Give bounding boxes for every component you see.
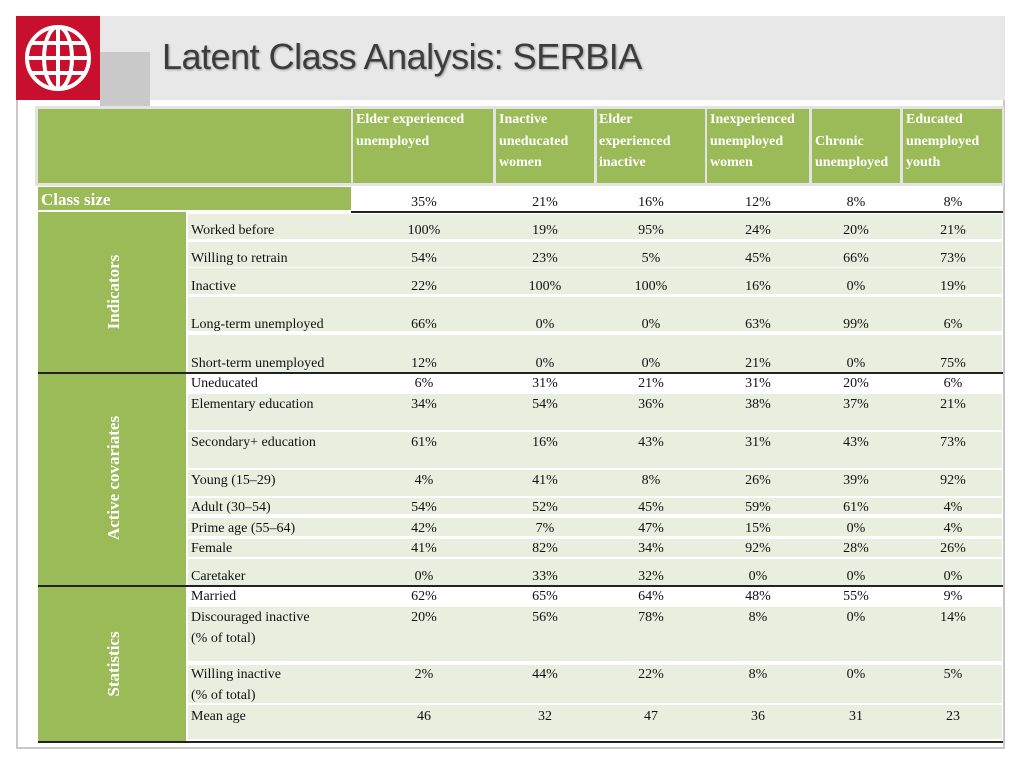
table-cell: 4% [943,500,963,515]
row-label: Elementary education [191,397,314,412]
table-cell: 0% [846,521,866,536]
table-cell: 56% [532,610,558,625]
table-cell: 41% [411,541,437,556]
table-cell: 48% [745,589,771,604]
row-label: Married [191,589,237,604]
table-cell: 62% [411,589,437,604]
table-cell: 6% [414,376,434,391]
table-cell: 2% [414,667,434,682]
table-cell: 20% [843,376,869,391]
table-cell: 19% [940,279,966,294]
table-cell: 54% [411,251,437,266]
row-label: Female [191,541,233,556]
table-cell: 39% [843,473,869,488]
table-cell: 31% [532,376,558,391]
header-empty-cell [38,109,351,183]
table-cell: 78% [638,610,664,625]
table-bottom-line [38,741,1003,743]
table-cell: 22% [411,279,437,294]
row-band [188,607,1002,661]
row-band [188,470,1002,496]
table-cell: 45% [745,251,771,266]
table-cell: 33% [532,569,558,584]
row-label: Discouraged inactive [191,610,310,625]
group-label-statistics: Statistics [104,631,123,697]
table-cell: 64% [638,589,664,604]
table-cell: 55% [843,589,869,604]
class-size-value: 8% [846,195,866,210]
table-cell: 15% [745,521,771,536]
table-cell: 0% [846,279,866,294]
row-label: Uneducated [191,376,258,391]
row-band [188,268,1002,294]
table-cell: 82% [532,541,558,556]
header-accent-block [100,52,150,106]
table-cell: 5% [943,667,963,682]
table-cell: 6% [943,317,963,332]
table-cell: 0% [641,317,661,332]
class-size-label: Class size [41,190,111,209]
table-cell: 43% [843,435,869,450]
table-cell: 65% [532,589,558,604]
table-cell: 0% [846,610,866,625]
row-band [188,498,1002,514]
table-cell: 23 [946,709,960,724]
globe-icon [16,16,100,100]
class-size-value: 21% [532,195,558,210]
table-cell: 0% [535,356,555,371]
table-cell: 8% [748,610,768,625]
row-band [188,539,1002,557]
table-cell: 28% [843,541,869,556]
table-cell: 34% [411,397,437,412]
col-header-inactive-uneducated-women: Inactive uneducated women [499,112,569,170]
class-size-value: 12% [745,195,771,210]
row-label: Worked before [191,223,275,238]
table-cell: 0% [846,667,866,682]
table-cell: 59% [745,500,771,515]
row-band [188,559,1002,585]
table-cell: 38% [745,397,771,412]
page-title: Latent Class Analysis: SERBIA [162,36,642,77]
table-cell: 24% [745,223,771,238]
table-cell: 26% [940,541,966,556]
col-header-elder-experienced-unemployed: Elder experienced unemployed [356,112,465,149]
col-header-educated-unemployed-youth: Educated unemployed youth [906,112,980,170]
table-cell: 0% [641,356,661,371]
table-cell: 5% [641,251,661,266]
row-label: Short-term unemployed [191,356,325,371]
row-band [188,214,1002,239]
row-label-sub: (% of total) [191,631,256,646]
table-cell: 37% [843,397,869,412]
table-cell: 0% [535,317,555,332]
table-cell: 92% [745,541,771,556]
table-cell: 6% [943,376,963,391]
table-cell: 34% [638,541,664,556]
table-cell: 20% [843,223,869,238]
row-label-sub: (% of total) [191,688,256,703]
table-cell: 22% [638,667,664,682]
row-label: Prime age (55–64) [191,521,296,536]
table-cell: 45% [638,500,664,515]
table-cell: 46 [417,709,431,724]
group-label-indicators: Indicators [104,254,123,330]
table-cell: 4% [943,521,963,536]
table-cell: 44% [532,667,558,682]
table-cell: 32% [638,569,664,584]
row-band [188,518,1002,536]
table-cell: 61% [411,435,437,450]
table-cell: 14% [940,610,966,625]
row-label: Secondary+ education [191,435,316,450]
table-cell: 0% [846,569,866,584]
table-cell: 12% [411,356,437,371]
table-cell: 21% [940,397,966,412]
table-cell: 66% [411,317,437,332]
table-cell: 47% [638,521,664,536]
table-cell: 31% [745,376,771,391]
table-cell: 41% [532,473,558,488]
table-cell: 36 [751,709,765,724]
table-cell: 20% [411,610,437,625]
table-cell: 54% [411,500,437,515]
table-cell: 21% [638,376,664,391]
row-label: Caretaker [191,569,246,584]
table-cell: 61% [843,500,869,515]
table-cell: 16% [745,279,771,294]
table-cell: 8% [641,473,661,488]
table-cell: 9% [943,589,963,604]
class-size-value: 35% [411,195,437,210]
table-cell: 23% [532,251,558,266]
table-cell: 95% [638,223,664,238]
row-band [188,665,1002,703]
row-label: Willing inactive [191,667,282,682]
table-cell: 21% [745,356,771,371]
table-cell: 7% [535,521,555,536]
table-cell: 8% [748,667,768,682]
section-divider-1 [38,372,1003,374]
table-cell: 31% [745,435,771,450]
table-cell: 0% [414,569,434,584]
table-cell: 66% [843,251,869,266]
table-cell: 31 [849,709,863,724]
table-cell: 16% [532,435,558,450]
table-cell: 63% [745,317,771,332]
table-cell: 36% [638,397,664,412]
table-cell: 32 [538,709,552,724]
col-header-inexperienced-unemployed-women: Inexperienced unemployed women [710,112,795,170]
globe-logo [16,16,100,100]
table-cell: 4% [414,473,434,488]
table-cell: 99% [843,317,869,332]
row-label: Adult (30–54) [191,500,271,515]
table-cell: 73% [940,435,966,450]
table-cell: 0% [748,569,768,584]
table-cell: 100% [407,223,441,238]
table-cell: 21% [940,223,966,238]
table-cell: 73% [940,251,966,266]
row-band [188,705,1002,739]
row-band [188,242,1002,267]
table-cell: 100% [528,279,562,294]
section-divider-2 [38,585,1003,587]
table-cell: 75% [940,356,966,371]
row-label: Young (15–29) [191,473,276,488]
group-label-active-covariates: Active covariates [104,415,123,541]
table-cell: 26% [745,473,771,488]
row-label: Willing to retrain [191,251,288,266]
row-label: Mean age [191,709,246,724]
row-label: Long-term unemployed [191,317,324,332]
class-size-underline [351,211,1003,213]
table-cell: 100% [634,279,668,294]
table-cell: 92% [940,473,966,488]
table-cell: 0% [943,569,963,584]
table-cell: 19% [532,223,558,238]
row-label: Inactive [191,279,237,294]
class-size-value: 8% [943,195,963,210]
table-cell: 43% [638,435,664,450]
table-cell: 47 [644,709,658,724]
table-cell: 54% [532,397,558,412]
table-cell: 52% [532,500,558,515]
col-header-chronic-unemployed: Chronic unemployed [815,133,889,170]
class-size-value: 16% [638,195,664,210]
table-cell: 42% [411,521,437,536]
col-header-elder-experienced-inactive: Elder experienced inactive [599,112,671,170]
table-cell: 0% [846,356,866,371]
